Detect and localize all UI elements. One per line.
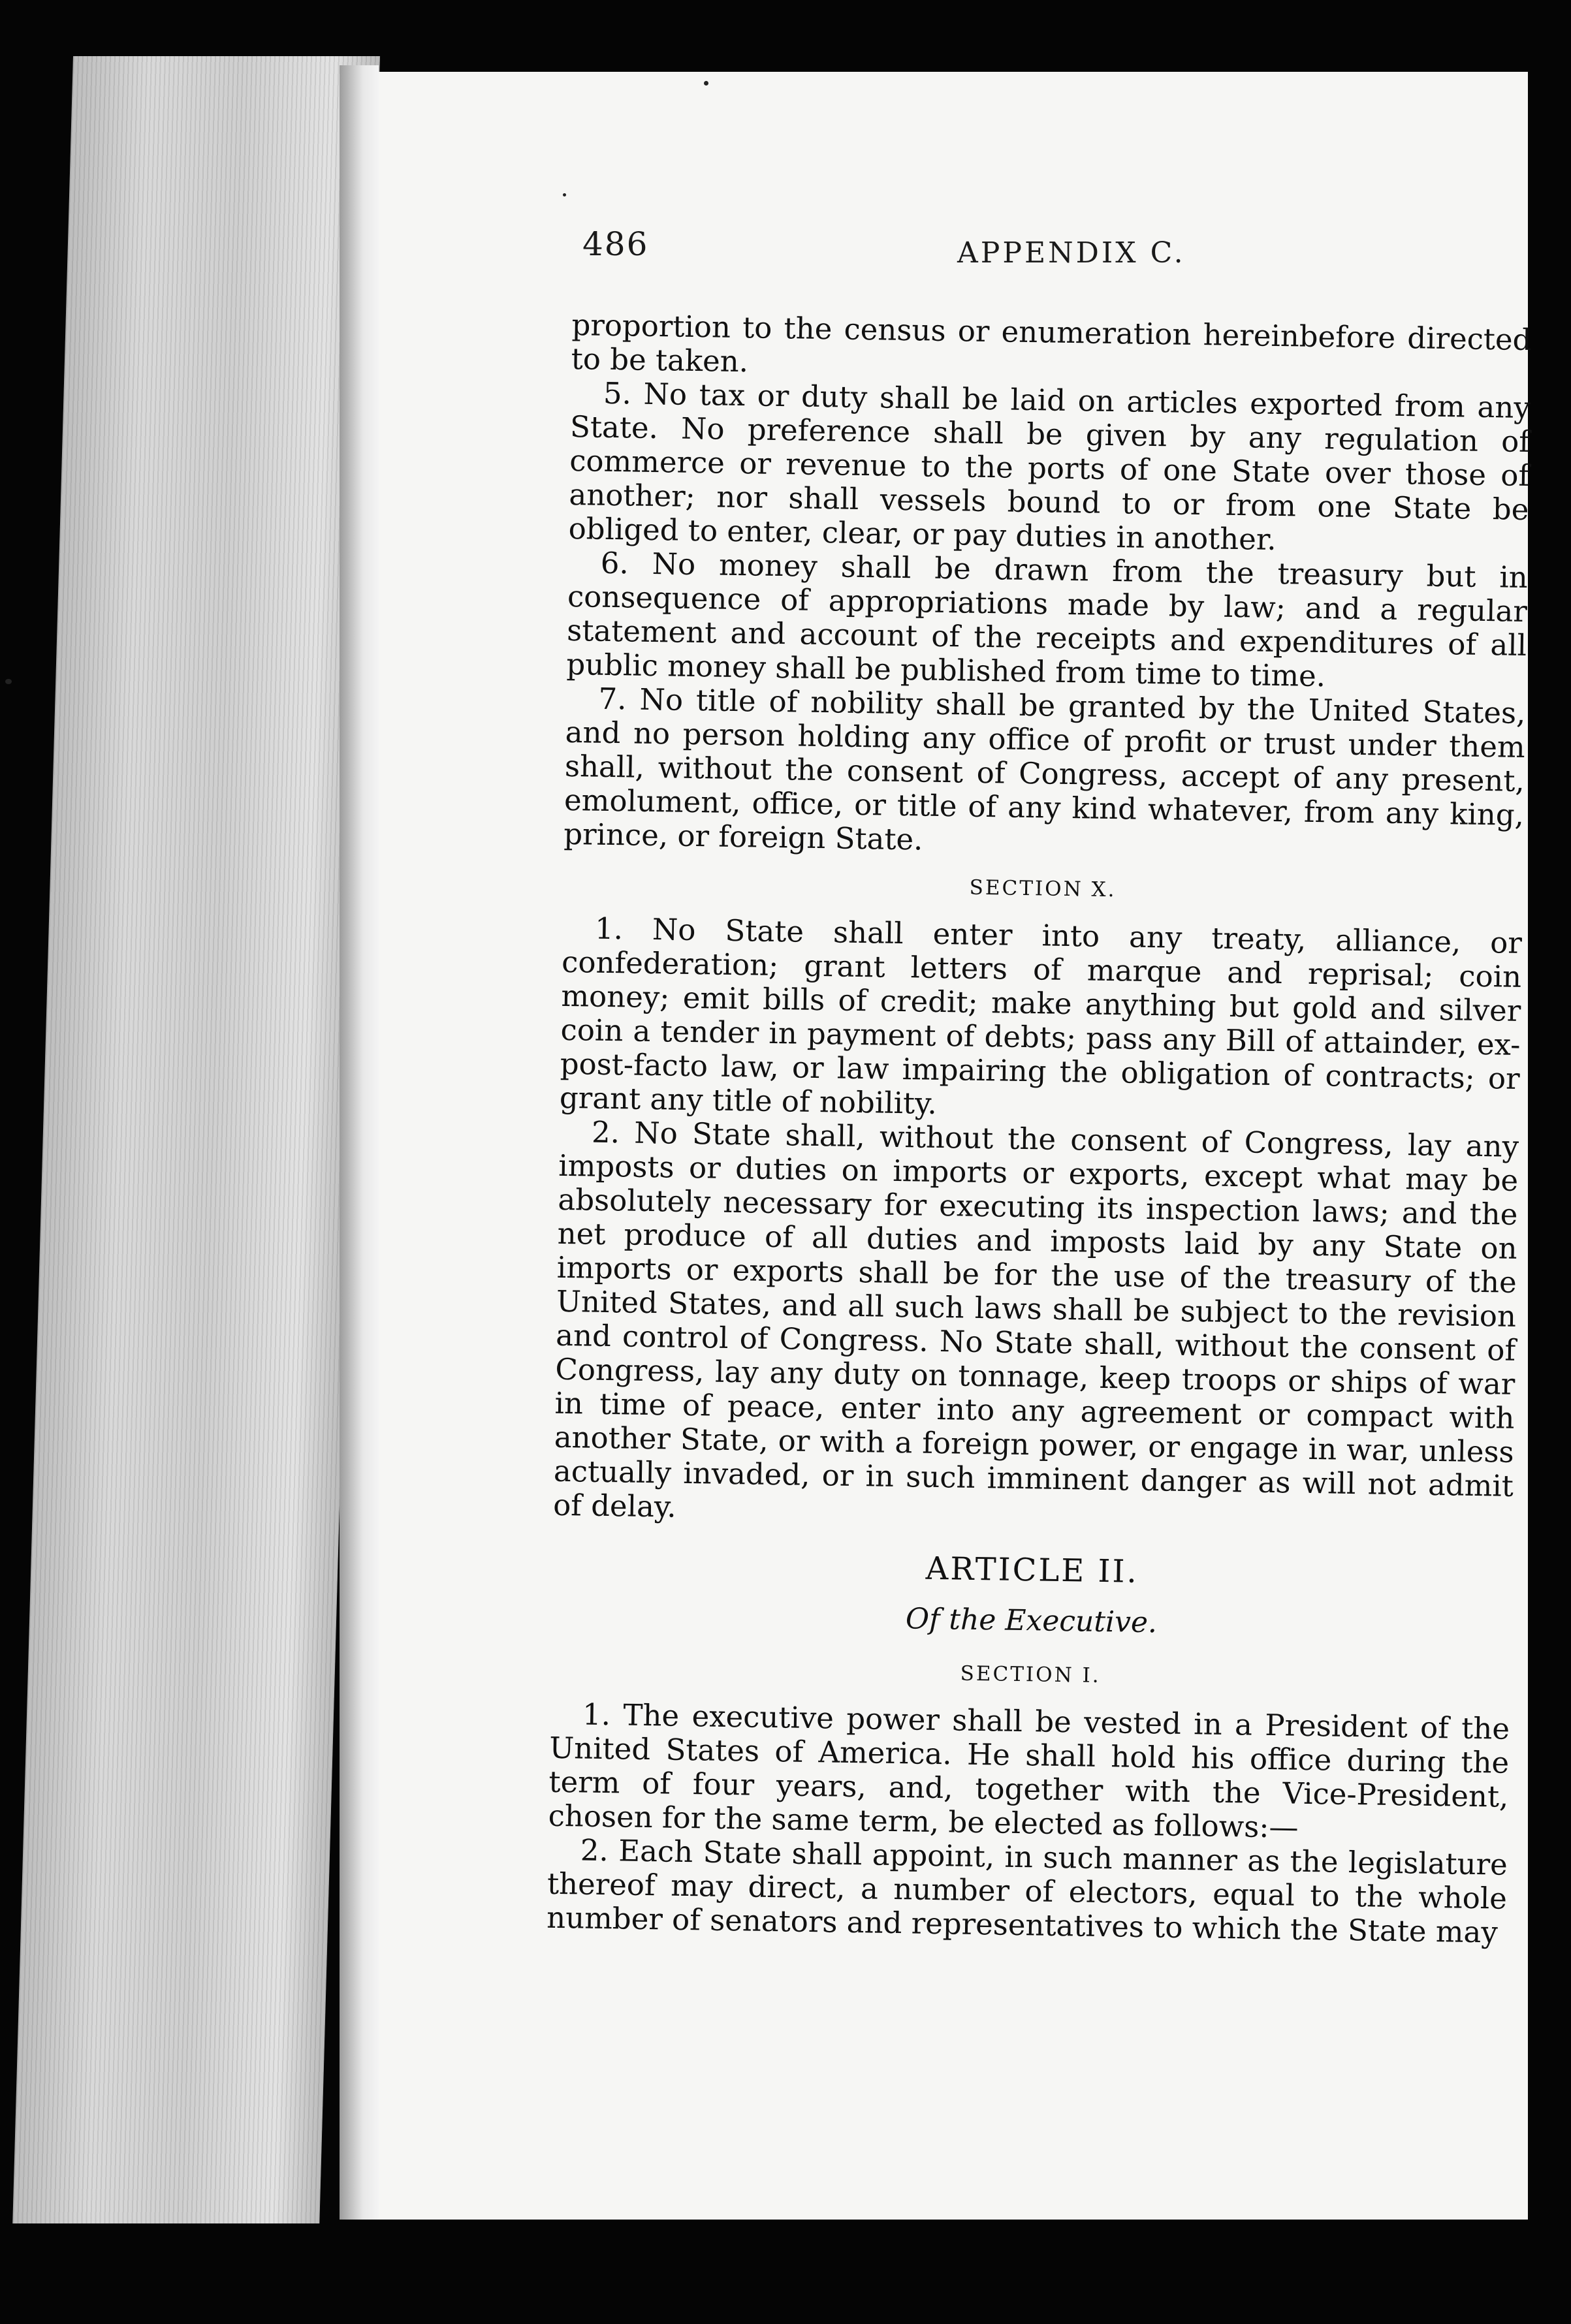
page-text [547,308,1532,1950]
article-subtitle: Of the Executive. [905,1602,1158,1640]
paragraph: 7. No title of nobility shall be granted by the United States, and no person holding any office of profit or trust under them shall, without the consent of Congress, accept of any present, emolument, office, or title of any kind whatever, from any king, prince, or foreign State. [563,681,1526,857]
paragraph: 6. No money shall be drawn from the treasury but in consequence of appropriations made by law; and a regular statement and account of the receipts and expenditures of all public money shall be published from time to time. [566,545,1529,694]
print-speck [563,193,566,196]
section-heading: SECTION X. [969,875,1117,902]
book-page-edges [12,56,380,2223]
page-gutter [340,65,379,2220]
paragraph: 2. Each State shall appoint, in such manner as the legislature thereof may direct, a number of electors, equal to the whole number of senators and representatives to which the State may [546,1832,1508,1950]
paragraph: 2. No State shall, without the consent of Congress, lay any imposts or duties on imports or exports, except what may be absolutely necessary for executing its inspection laws; and the net produce of all duties and imposts laid by any State on imports or exports shall be for the use of the treasury of the United States, and all such laws shall be subject to the revision and control of Congress. No State shall, without the consent of Congress, lay any duty on tonnage, keep troops or ships of war in time of peace, enter into any agreement or compact with another State, or with a foreign power, or engage in war, unless actually invaded, or in such imminent danger as will not admit of delay. [552,1114,1519,1524]
section-heading: SECTION I. [960,1661,1101,1688]
scan-speck [5,679,12,684]
paragraph: proportion to the census or enumeration hereinbefore directed to be taken. [571,307,1532,379]
running-header: APPENDIX C. [957,236,1186,270]
paragraph: 1. The executive power shall be vested in a President of the United States of America. He shall hold his office during the term of four years, and, together with the Vice-President, chosen for the same term, be elected as follows:— [548,1697,1510,1845]
paragraph: 1. No State shall enter into any treaty, alliance, or confederation; grant letters of marque and reprisal; coin money; emit bills of credit; make anything but gold and silver coin a tender in payment of debts; pass any Bill of attainder, ex-post-facto law, or law impairing the obligation of contracts; or grant any title of nobility. [559,911,1523,1121]
article-heading: ARTICLE II. [925,1550,1139,1590]
page-number: 486 [582,225,649,263]
print-speck [704,81,708,86]
paragraph: 5. No tax or duty shall be laid on articles exported from any State. No preference shall be given by any regulation of commerce or revenue to the ports of one State over those of another; nor shall vessels bound to or from one State be obliged to enter, clear, or pay duties in another. [568,375,1531,557]
